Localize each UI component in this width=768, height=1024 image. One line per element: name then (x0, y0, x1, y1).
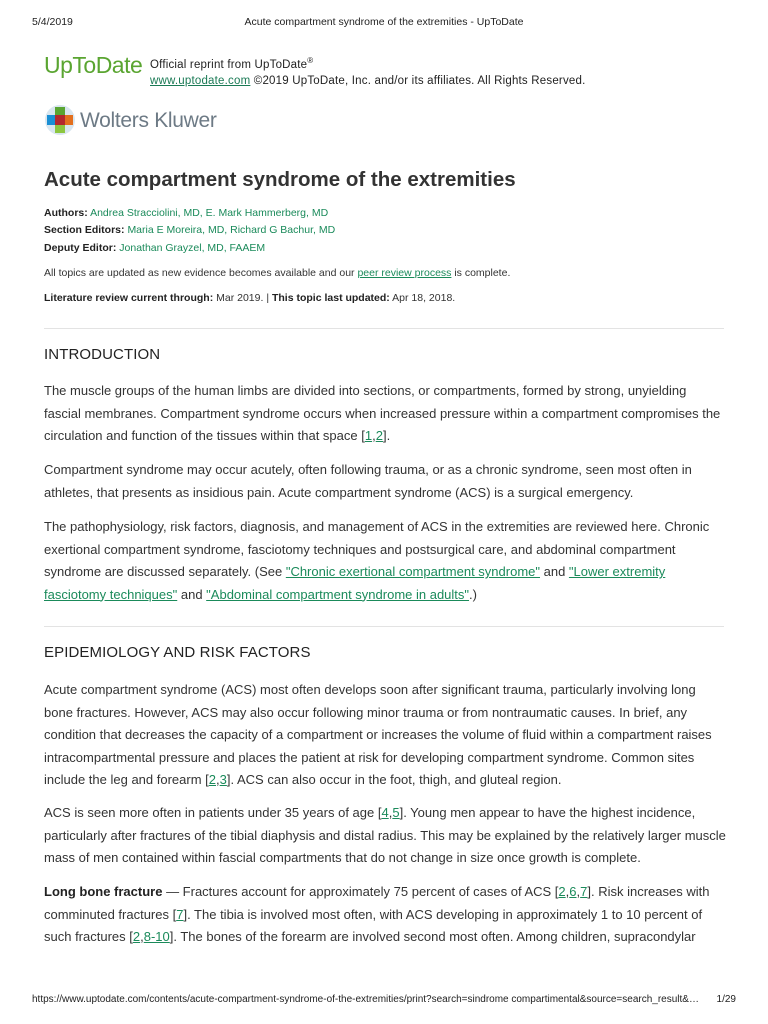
authors-label: Authors: (44, 207, 88, 219)
long-bone-fracture-lead: Long bone fracture (44, 884, 163, 899)
section-editors-line (44, 223, 724, 237)
epidemiology-paragraph-2: ACS is seen more often in patients under 35 years of age [4,5]. Young men appear to have the highest incidence, particularly after fractures of the tibial diaphysis and distal radius. This may be explained by the relatively larger muscle mass of men contained within fascial compartments that do not change in size once growth is complete. (44, 805, 726, 865)
ref-link[interactable]: 4 (381, 805, 389, 820)
lit-review-value: Mar 2019. | (213, 292, 272, 304)
wolters-kluwer-mark-icon (44, 104, 76, 136)
ref-link[interactable]: 8-10 (143, 929, 170, 944)
update-note-after: is complete. (451, 267, 511, 279)
reprint-notice (150, 53, 586, 89)
mark-square-orange (65, 115, 73, 125)
last-updated-label: This topic last updated: (271, 292, 390, 304)
peer-review-link[interactable]: peer review process (357, 267, 452, 279)
deputy-editor-label: Deputy Editor: (44, 242, 117, 254)
intro-paragraph-1: The muscle groups of the human limbs are divided into sections, or compartments, formed by strong, unyielding fascial membranes. Compartment syndrome occurs when increased pressure within a compartment compromises the circulation and function of the tissues within that space [1,2]. (44, 383, 721, 443)
divider (44, 328, 724, 329)
review-dates (44, 291, 724, 305)
authors-line (44, 206, 724, 220)
brand-row (44, 52, 734, 92)
intro-paragraph-3: The pathophysiology, risk factors, diagnosis, and management of ACS in the extremities are reviewed here. Chronic exertional compartment syndrome, fasciotomy techniques and postsurgical care, and abdominal compartment syndrome are discussed separately. (See "Chronic exertional compartment syndrome" and "Lower extremity fasciotomy techniques" and "Abdominal compartment syndrome in adults".) (44, 519, 710, 602)
intro-paragraph-2: Compartment syndrome may occur acutely, often following trauma, or as a chronic syndrome, seen most often in athletes, that presents as insidious pain. Acute compartment syndrome (ACS) is a surgical emergency. (44, 462, 692, 500)
topic-link-fasciotomy[interactable]: "Lower extremity fasciotomy techniques" (44, 564, 666, 602)
article-title: Acute compartment syndrome of the extremities (44, 168, 516, 191)
print-date: 5/4/2019 (32, 16, 73, 28)
ref-link[interactable]: 6 (569, 884, 577, 899)
wolters-kluwer-name: Wolters Kluwer (80, 109, 217, 132)
ref-link[interactable]: 3 (219, 772, 227, 787)
section-editors-links[interactable]: Maria E Moreira, MD, Richard G Bachur, MD (127, 224, 336, 236)
page-number: 1/29 (716, 994, 736, 1005)
ref-link[interactable]: 2 (375, 428, 383, 443)
lit-review-label: Literature review current through: (44, 292, 214, 304)
epidemiology-paragraph-1: Acute compartment syndrome (ACS) most often develops soon after significant trauma, particularly involving long bone fractures. However, ACS may also occur following minor trauma or from nontraumatic causes. In brief, any condition that decreases the capacity of a compartment or increases the volume of fluid within a compartment raises intracompartmental pressure and places the patient at risk for developing compartment syndrome. Common sites include the leg and forearm [2,3]. ACS can also occur in the foot, thigh, and gluteal region. (44, 682, 712, 787)
deputy-editor-link[interactable]: Jonathan Grayzel, MD, FAAEM (119, 242, 266, 254)
uptodate-site-link[interactable]: www.uptodate.com (150, 74, 251, 87)
epidemiology-paragraph-3: Long bone fracture — Fractures account for approximately 75 percent of cases of ACS [2,6,7]. Risk increases with comminuted fractures [7]. The tibia is involved most often, with ACS developing in approximately 1 to 10 percent of such fractures [2,8-10]. The bones of the forearm are involved second most often. Among children, supracondylar (44, 884, 710, 944)
reprint-line: Official reprint from UpToDate (150, 58, 308, 71)
introduction-heading: INTRODUCTION (44, 346, 161, 363)
epidemiology-heading: EPIDEMIOLOGY AND RISK FACTORS (44, 644, 311, 661)
ref-link[interactable]: 2 (558, 884, 566, 899)
mark-square-red (55, 115, 65, 125)
ref-link[interactable]: 7 (580, 884, 588, 899)
update-note-before: All topics are updated as new evidence becomes available and our (44, 267, 358, 279)
deputy-editor-line (44, 241, 724, 255)
section-editors-label: Section Editors: (44, 224, 125, 236)
mark-square-blue (47, 115, 55, 125)
authors-links[interactable]: Andrea Stracciolini, MD, E. Mark Hammerberg, MD (90, 207, 329, 219)
topic-link-abdominal[interactable]: "Abdominal compartment syndrome in adults" (206, 586, 470, 602)
ref-link[interactable]: 2 (208, 772, 217, 787)
ref-link[interactable]: 7 (176, 906, 184, 922)
ref-link[interactable]: 2 (132, 929, 141, 944)
ref-link[interactable]: 5 (392, 805, 400, 820)
print-footer (32, 994, 736, 1008)
ref-link[interactable]: 1 (364, 428, 373, 443)
print-doc-title: Acute compartment syndrome of the extremities - UpToDate (244, 16, 524, 28)
uptodate-logo: UpToDate (44, 52, 143, 78)
print-header (32, 16, 736, 30)
mark-square-green (55, 107, 65, 115)
last-updated-value: Apr 18, 2018. (389, 292, 456, 304)
registered-mark: ® (307, 56, 314, 65)
copyright-text: ©2019 UpToDate, Inc. and/or its affiliates. All Rights Reserved. (250, 74, 586, 87)
update-note (44, 266, 724, 280)
print-url: https://www.uptodate.com/contents/acute-compartment-syndrome-of-the-extremities/print?search=sindrome compartimental&source=search_result&… (32, 994, 699, 1005)
topic-link-chronic-exertional[interactable]: "Chronic exertional compartment syndrome" (285, 564, 540, 579)
mark-square-lime (55, 125, 65, 133)
divider (44, 626, 724, 627)
